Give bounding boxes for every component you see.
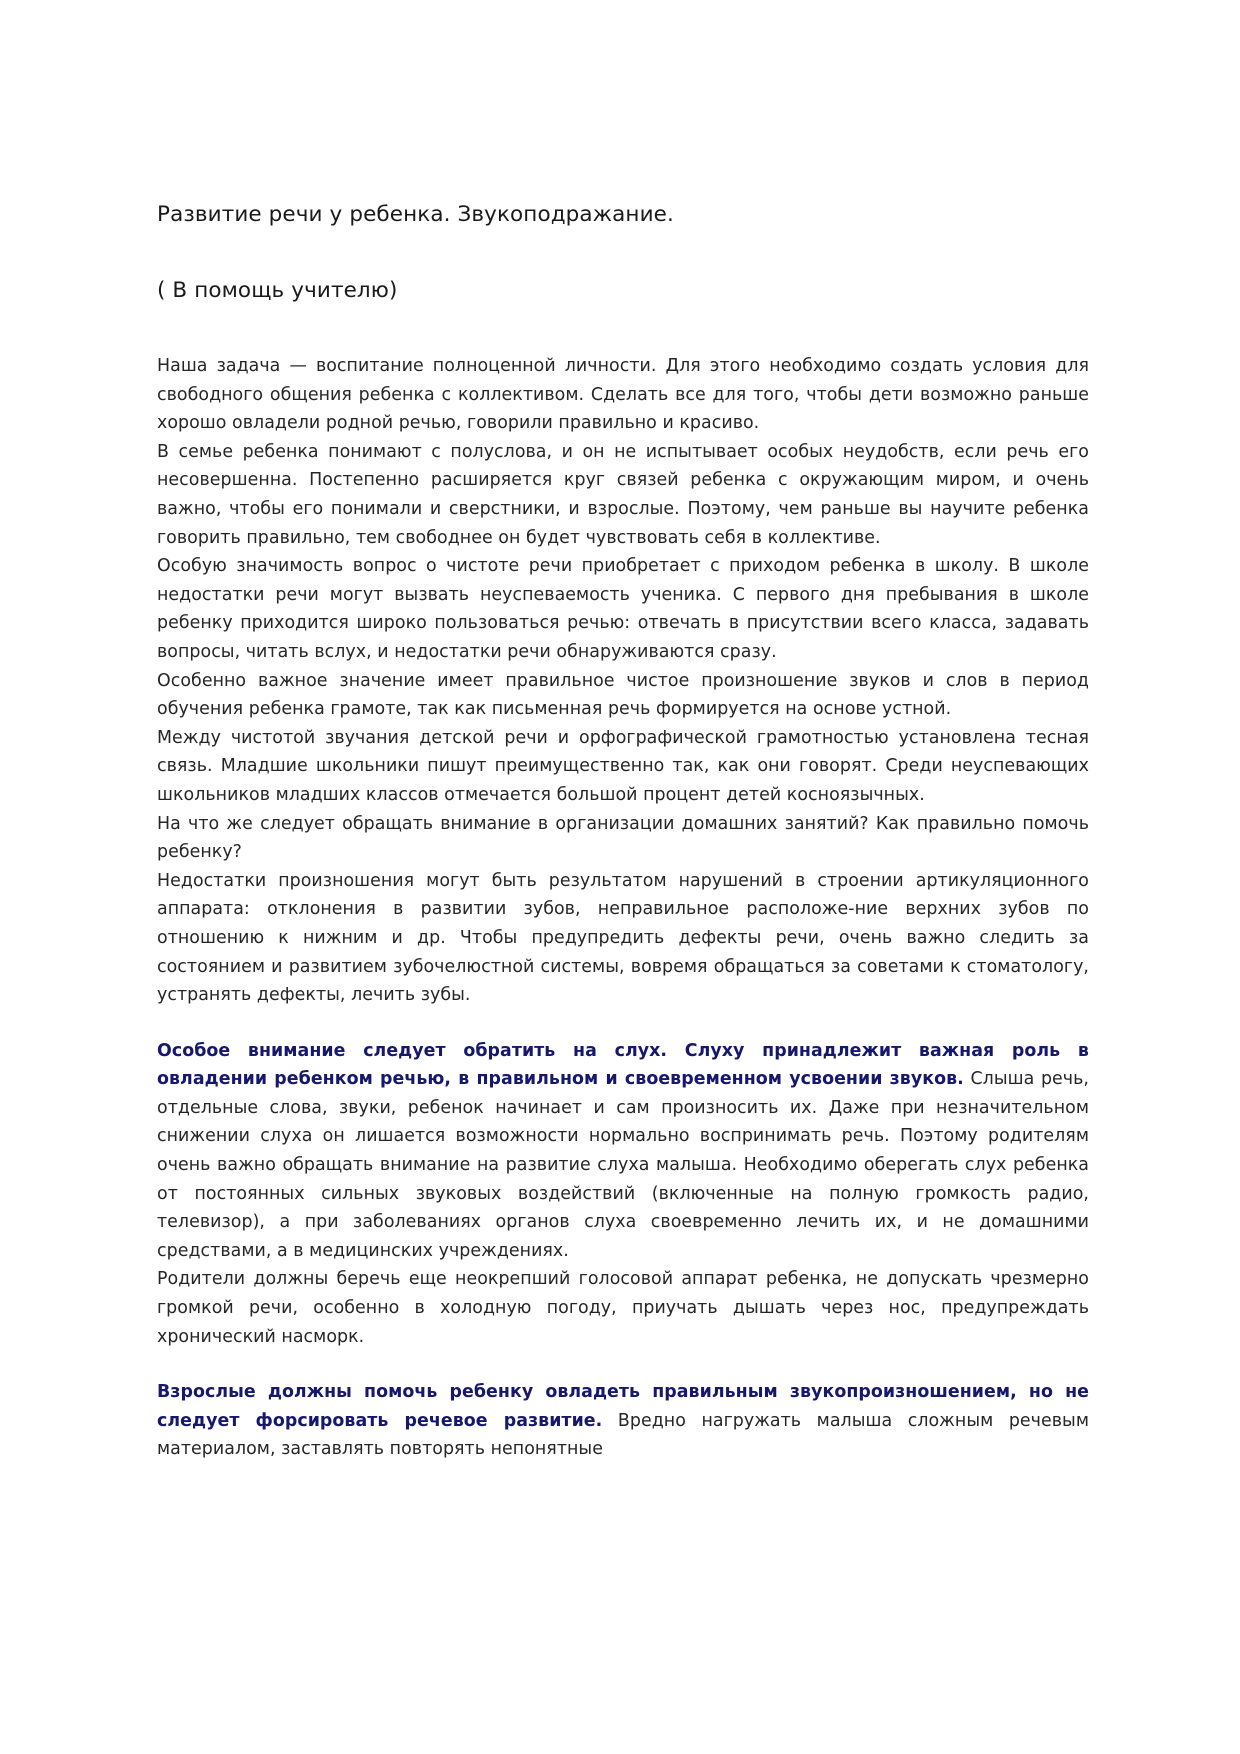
paragraph-6: На что же следует обращать внимание в организации домашних занятий? Как правильно помочь ребенку?	[157, 813, 1089, 863]
highlight-rest-1: Слыша речь, отдельные слова, звуки, ребенок начинает и сам произносить их. Даже при незначительном снижении слуха он лишается возможности нормально воспринимать речь. Поэтому родителям очень важно обращать внимание на развитие слуха малыша. Необходимо оберегать слух ребенка от постоянных сильных звуковых воздействий (включенные на полную громкость радио, телевизор), а при заболеваниях органов слуха своевременно лечить их, и не домашними средствами, а в медицинских учреждениях.	[157, 1069, 1089, 1261]
paragraph-8: Родители должны беречь еще неокрепший голосовой аппарат ребенка, не допускать чрезмерно громкой речи, особенно в холодную погоду, приучать дышать через нос, предупреждать хронический насморк.	[157, 1269, 1089, 1347]
document-body	[157, 352, 1089, 1464]
highlight-lead-2: Взрослые должны помочь ребенку овладеть правильным звукопроизношением, но не следует форсировать речевое развитие.	[157, 1382, 1089, 1431]
paragraph-1: Наша задача — воспитание полноценной личности. Для этого необходимо создать условия для свободного общения ребенка с коллективом. Сделать все для того, чтобы дети возможно раньше хорошо овладели родной речью, говорили правильно и красиво.	[157, 356, 1089, 434]
highlight-rest-2: Вредно нагружать малыша сложным речевым материалом, заставлять повторять непонятные	[157, 1410, 1090, 1460]
paragraph-2: В семье ребенка понимают с полуслова, и он не испытывает особых неудобств, если речь его несовершенна. Постепенно расширяется круг связей ребенка с окружающим миром, и очень важно, чтобы его понимали и сверстники, и взрослые. Поэтому, чем раньше вы научите ребенка говорить правильно, тем свободнее он будет чувствовать себя в коллективе.	[157, 441, 1089, 548]
document-content	[157, 200, 1089, 1464]
highlighted-paragraph-2	[157, 1378, 1089, 1464]
page-subtitle: ( В помощь учителю)	[157, 278, 398, 304]
highlighted-paragraph-1	[157, 1037, 1089, 1266]
paragraph-4: Особенно важное значение имеет правильное чистое произношение звуков и слов в период обучения ребенка грамоте, так как письменная речь формируется на основе устной.	[157, 670, 1089, 720]
paragraph-7: Недостатки произношения могут быть результатом нарушений в строении артикуляционного аппарата: отклонения в развитии зубов, неправильное расположе-ние верхних зубов по отношению к нижним и др. Чтобы предупредить дефекты речи, очень важно следить за состоянием и развитием зубочелюстной системы, вовремя обращаться за советами к стоматологу, устранять дефекты, лечить зубы.	[157, 870, 1089, 1006]
paragraph-3: Особую значимость вопрос о чистоте речи приобретает с приходом ребенка в школу. В школе недостатки речи могут вызвать неуспеваемость ученика. С первого дня пребывания в школе ребенку приходится широко пользоваться речью: отвечать в присутствии всего класса, задавать вопросы, читать вслух, и недостатки речи обнаруживаются сразу.	[157, 556, 1089, 662]
page-title: Развитие речи у ребенка. Звукоподражание.	[157, 202, 674, 227]
paragraph-spacer	[157, 1010, 1089, 1037]
paragraph-5: Между чистотой звучания детской речи и орфографической грамотностью установлена тесная связь. Младшие школьники пишут преимущественно так, как они говорят. Среди неуспевающих школьников младших классов отмечается большой процент детей косноязычных.	[157, 727, 1089, 805]
highlight-lead-1: Особое внимание следует обратить на слух. Слуху принадлежит важная роль в овладении ребенком речью, в правильном и своевременном усвоении звуков.	[157, 1040, 1089, 1090]
paragraph-spacer-2	[157, 1351, 1089, 1378]
